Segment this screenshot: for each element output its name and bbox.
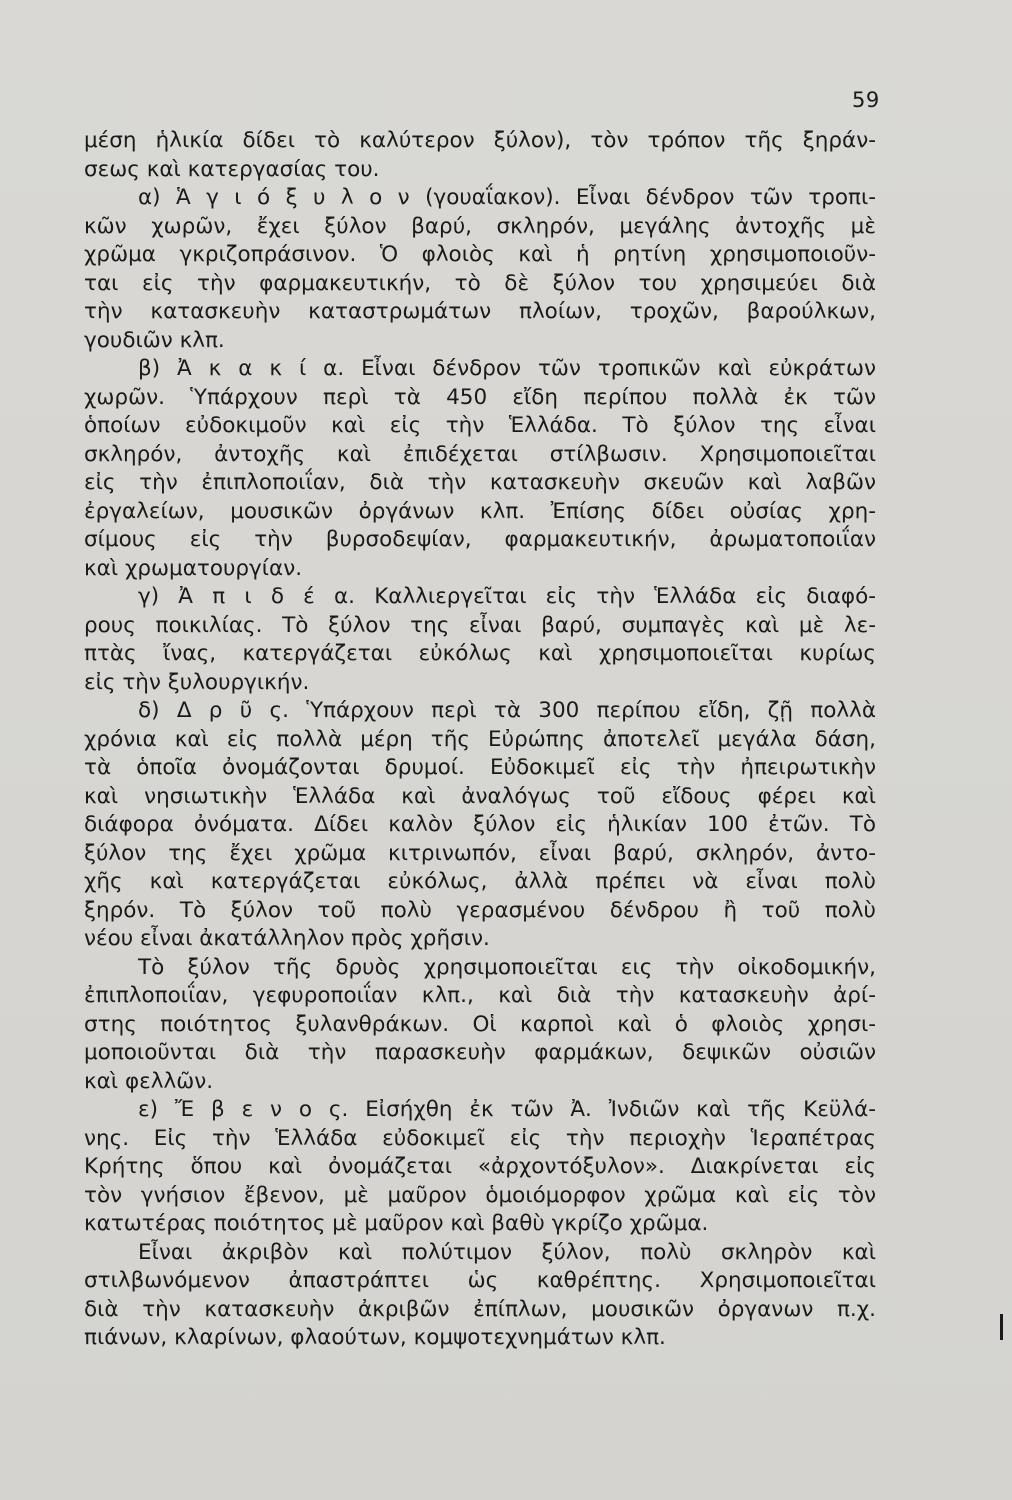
text-line: τὸν γνήσιον ἔβενον, μὲ μαῦρον ὁμοιόμορφον χρῶμα καὶ εἰς τὸν — [84, 1182, 876, 1208]
text-line: καὶ νησιωτικὴν Ἑλλάδα καὶ ἀναλόγως τοῦ εἴδους φέρει καὶ — [84, 783, 876, 809]
text-line: κῶν χωρῶν, ἔχει ξύλον βαρύ, σκληρόν, μεγάλης ἀντοχῆς μὲ — [84, 213, 876, 239]
page-number: 59 — [852, 88, 880, 112]
body-text — [84, 127, 876, 1353]
text-line: χρόνια καὶ εἰς πολλὰ μέρη τῆς Εὐρώπης ἀποτελεῖ μεγάλα δάση, — [84, 726, 876, 752]
text-line: σίμους εἰς τὴν βυρσοδεψίαν, φαρμακευτικήν, ἀρωματοποιΐαν — [84, 527, 876, 552]
text-line: γουδιῶν κλπ. — [84, 327, 225, 353]
text-line: μοποιοῦνται διὰ τὴν παρασκευὴν φαρμάκων, δεψικῶν οὐσιῶν — [84, 1040, 876, 1065]
text-line: α) Ἁ γ ι ό ξ υ λ ο ν (γουαΐακον). Εἶναι δένδρον τῶν τροπι- — [138, 185, 876, 210]
text-line: δ) Δ ρ ῦ ς. Ὑπάρχουν περὶ τὰ 300 περίπου εἴδη, ζῇ πολλὰ — [138, 698, 876, 723]
text-line: διάφορα ὀνόματα. Δίδει καλὸν ξύλον εἰς ἡλικίαν 100 ἐτῶν. Τὸ — [84, 812, 876, 837]
text-line: εἰς τὴν ἐπιπλοποιΐαν, διὰ τὴν κατασκευὴν σκευῶν καὶ λαβῶν — [84, 470, 876, 495]
text-line: στης ποιότητος ξυλανθράκων. Οἱ καρποὶ καὶ ὁ φλοιὸς χρησι- — [84, 1011, 876, 1037]
text-line: νέου εἶναι ἀκατάλληλον πρὸς χρῆσιν. — [84, 926, 490, 951]
text-line: χρῶμα γκριζοπράσινον. Ὁ φλοιὸς καὶ ἡ ρητίνη χρησιμοποιοῦν- — [84, 242, 876, 267]
text-line: κατωτέρας ποιότητος μὲ μαῦρον καὶ βαθὺ γκρίζο χρῶμα. — [84, 1211, 709, 1236]
text-line: νης. Εἰς τὴν Ἑλλάδα εὐδοκιμεῖ εἰς τὴν περιοχὴν Ἱεραπέτρας — [84, 1125, 876, 1151]
text-line: καὶ φελλῶν. — [84, 1068, 214, 1094]
text-line: καὶ χρωματουργίαν. — [84, 555, 303, 581]
text-line: εἰς τὴν ξυλουργικήν. — [84, 669, 310, 695]
text-line: μέση ἡλικία δίδει τὸ καλύτερον ξύλον), τὸν τρόπον τῆς ξηράν- — [84, 128, 876, 153]
text-line: ὁποίων εὐδοκιμοῦν καὶ εἰς τὴν Ἑλλάδα. Τὸ ξύλον της εἶναι — [84, 413, 876, 438]
text-line: πτὰς ἴνας, κατεργάζεται εὐκόλως καὶ χρησιμοποιεῖται κυρίως — [84, 641, 876, 666]
text-line: στιλβωνόμενον ἀπαστράπτει ὡς καθρέπτης. Χρησιμοποιεῖται — [84, 1268, 876, 1293]
text-line: γ) Ἀ π ι δ έ α. Καλλιεργεῖται εἰς τὴν Ἑλλάδα εἰς διαφό- — [138, 584, 876, 609]
text-line: ἐργαλείων, μουσικῶν ὀργάνων κλπ. Ἐπίσης δίδει οὐσίας χρη- — [84, 498, 876, 524]
margin-mark — [1000, 1314, 1003, 1340]
text-line: ξύλον της ἔχει χρῶμα κιτρινωπόν, εἶναι βαρύ, σκληρόν, ἀντο- — [84, 840, 876, 866]
text-line: διὰ τὴν κατασκευὴν ἀκριβῶν ἐπίπλων, μουσικῶν ὀργανων π.χ. — [84, 1296, 876, 1322]
text-line: πιάνων, κλαρίνων, φλαούτων, κομψοτεχνημάτων κλπ. — [84, 1325, 666, 1350]
text-line: β) Ἀ κ α κ ί α. Εἶναι δένδρον τῶν τροπικῶν καὶ εὐκράτων — [138, 356, 876, 381]
text-line: ξηρόν. Τὸ ξύλον τοῦ πολὺ γερασμένου δένδρου ἢ τοῦ πολὺ — [84, 897, 876, 923]
text-line: σκληρόν, ἀντοχῆς καὶ ἐπιδέχεται στίλβωσιν. Χρησιμοποιεῖται — [84, 441, 876, 467]
text-line: ε) Ἔ β ε ν ο ς. Εἰσήχθη ἐκ τῶν Ἀ. Ἰνδιῶν καὶ τῆς Κεϋλά- — [138, 1097, 876, 1122]
text-line: χωρῶν. Ὑπάρχουν περὶ τὰ 450 εἴδη περίπου πολλὰ ἐκ τῶν — [84, 384, 876, 410]
text-line: Εἶναι ἀκριβὸν καὶ πολύτιμον ξύλον, πολὺ σκληρὸν καὶ — [138, 1239, 876, 1265]
text-line: τὰ ὁποῖα ὀνομάζονται δρυμοί. Εὐδοκιμεῖ εἰς τὴν ἠπειρωτικὴν — [84, 755, 876, 780]
text-line: Κρήτης ὅπου καὶ ὀνομάζεται «ἀρχοντόξυλον». Διακρίνεται εἰς — [84, 1154, 876, 1179]
text-line: ται εἰς τὴν φαρμακευτικήν, τὸ δὲ ξύλον του χρησιμεύει διὰ — [84, 270, 876, 296]
text-line: ρους ποικιλίας. Τὸ ξύλον της εἶναι βαρύ, συμπαγὲς καὶ μὲ λε- — [84, 612, 876, 638]
text-line: σεως καὶ κατεργασίας του. — [84, 156, 380, 182]
text-line: Τὸ ξύλον τῆς δρυὸς χρησιμοποιεῖται εις τὴν οἰκοδομικήν, — [138, 954, 876, 980]
text-line: τὴν κατασκευὴν καταστρωμάτων πλοίων, τροχῶν, βαρούλκων, — [84, 299, 876, 324]
text-line: ἐπιπλοποιΐαν, γεφυροποιΐαν κλπ., καὶ διὰ τὴν κατασκευὴν ἀρί- — [84, 983, 876, 1008]
text-line: χῆς καὶ κατεργάζεται εὐκόλως, ἀλλὰ πρέπει νὰ εἶναι πολὺ — [84, 869, 876, 894]
